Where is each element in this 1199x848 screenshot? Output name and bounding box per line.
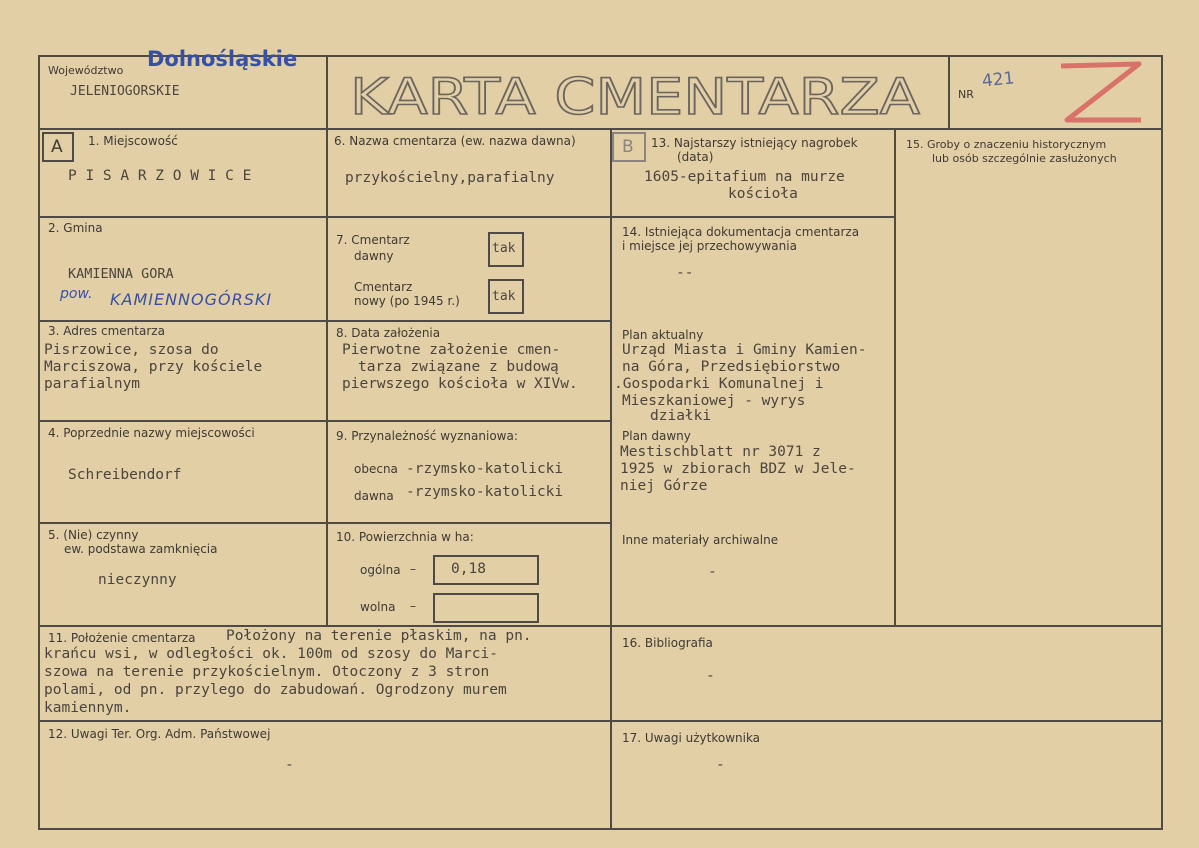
wojewodztwo-value: Dolnośląskie: [147, 47, 298, 71]
old-voivodeship: JELENIOGORSKIE: [70, 84, 180, 99]
polozenie-label: 11. Położenie cmentarza: [48, 631, 196, 645]
row-line-2: [38, 320, 612, 322]
wojewodztwo-label: Województwo: [48, 64, 124, 77]
plan-dawny-label: Plan dawny: [622, 429, 691, 443]
wyznanie-obecna-label: obecna: [354, 462, 398, 476]
polozenie-line-2: szowa na terenie przykościelnym. Otoczony z 3 stron: [44, 664, 490, 680]
uwagi-uzytkownika-label: 17. Uwagi użytkownika: [622, 731, 761, 745]
miejscowosc-label: 1. Miejscowość: [88, 134, 178, 148]
poprzednie-nazwy-label: 4. Poprzednie nazwy miejscowości: [48, 426, 255, 440]
najstarszy-nagrobek-label: 13. Najstarszy istniejący nagrobek: [651, 136, 858, 150]
plan-aktualny-line-3: .Gospodarki Komunalnej i: [614, 376, 824, 392]
gmina-label: 2. Gmina: [48, 221, 103, 235]
najstarszy-nagrobek-line-2: kościoła: [728, 186, 798, 202]
plan-dawny-line-1: Mestischblatt nr 3071 z: [620, 444, 821, 460]
nazwa-cmentarza-label: 6. Nazwa cmentarza (ew. nazwa dawna): [334, 134, 576, 148]
data-zalozenia-line-2: tarza związane z budową: [358, 359, 559, 375]
powiat-value: KAMIENNOGÓRSKI: [110, 290, 273, 309]
dokumentacja-label: 14. Istniejąca dokumentacja cmentarza: [622, 225, 860, 239]
powiat-prefix: pow.: [60, 286, 93, 302]
cmentarz-label: 7. Cmentarz: [336, 233, 410, 247]
card-title: [340, 66, 940, 126]
col-line-c: [894, 128, 896, 627]
wyznanie-dawna-label: dawna: [354, 489, 394, 503]
data-zalozenia-label: 8. Data założenia: [336, 326, 441, 340]
polozenie-first-line: Położony na terenie płaskim, na pn.: [226, 628, 532, 644]
cmentarz-nowy-label-1: Cmentarz: [354, 280, 413, 294]
section-b-marker: B: [612, 132, 646, 162]
nazwa-cmentarza-value: przykościelny,parafialny: [345, 170, 555, 186]
uwagi-ter-label: 12. Uwagi Ter. Org. Adm. Państwowej: [48, 727, 271, 741]
row-line-1: [38, 216, 896, 218]
plan-dawny-line-2: 1925 w zbiorach BDZ w Jele-: [620, 461, 856, 477]
podstawa-zamkniecia-label: ew. podstawa zamknięcia: [64, 542, 218, 556]
row-line-5: [38, 625, 1163, 627]
wyznanie-label: 9. Przynależność wyznaniowa:: [336, 429, 518, 443]
gmina-value: KAMIENNA GORA: [68, 266, 174, 282]
plan-aktualny-label: Plan aktualny: [622, 328, 704, 342]
plan-aktualny-line-2: na Góra, Przedsiębiorstwo: [622, 359, 841, 375]
nr-label: NR: [958, 88, 974, 101]
adres-line-1: Pisrzowice, szosa do: [44, 342, 219, 358]
col-line-a: [326, 128, 328, 625]
border-right: [1161, 55, 1163, 830]
polozenie-line-3: polami, od pn. przylego do zabudowań. Ogrodzony murem: [44, 682, 507, 698]
powierzchnia-ogolna-box: 0,18: [433, 555, 539, 585]
groby-label: 15. Groby o znaczeniu historycznym: [906, 138, 1107, 151]
polozenie-line-4: kamiennym.: [44, 700, 132, 716]
miejscowosc-value: P I S A R Z O W I C E: [68, 168, 252, 184]
header-vline-2: [948, 55, 950, 130]
svg-text:KARTA CMENTARZA: KARTA CMENTARZA: [350, 68, 920, 126]
data-zalozenia-line-3: pierwszego kościoła w XIVw.: [342, 376, 578, 392]
powierzchnia-label: 10. Powierzchnia w ha:: [336, 530, 474, 544]
dawny-checkbox: tak: [488, 232, 524, 267]
inne-materialy-value: -: [708, 564, 717, 580]
stamp-letter-z: [1055, 58, 1145, 128]
nowy-checkbox: tak: [488, 279, 524, 314]
plan-aktualny-line-4: Mieszkaniowej - wyrys: [622, 393, 806, 409]
najstarszy-nagrobek-data-label: (data): [677, 150, 714, 164]
row-line-4: [38, 522, 612, 524]
row-line-3: [38, 420, 612, 422]
plan-aktualny-line-1: Urząd Miasta i Gminy Kamien-: [622, 342, 867, 358]
border-bottom: [38, 828, 1163, 830]
czynny-label: 5. (Nie) czynny: [48, 528, 139, 542]
header-divider: [38, 128, 1163, 130]
adres-label: 3. Adres cmentarza: [48, 324, 165, 338]
wyznanie-dawna-value: -rzymsko-katolicki: [406, 484, 564, 500]
groby-label-2: lub osób szczególnie zasłużonych: [932, 152, 1117, 165]
powierzchnia-ogolna-dash: –: [410, 562, 416, 576]
data-zalozenia-line-1: Pierwotne założenie cmen-: [342, 342, 561, 358]
polozenie-line-1: krańcu wsi, w odległości ok. 100m od szosy do Marci-: [44, 646, 498, 662]
nr-value: 421: [981, 68, 1016, 92]
powierzchnia-wolna-box: [433, 593, 539, 623]
czynny-value: nieczynny: [98, 572, 177, 588]
cmentarz-nowy-label-2: nowy (po 1945 r.): [354, 294, 460, 308]
row-line-6: [38, 720, 1163, 722]
poprzednie-nazwy-value: Schreibendorf: [68, 467, 182, 483]
plan-dawny-line-3: niej Górze: [620, 478, 708, 494]
adres-line-3: parafialnym: [44, 376, 141, 392]
uwagi-uzytkownika-value: -: [716, 757, 725, 773]
cmentarz-dawny-label: dawny: [354, 249, 394, 263]
bibliografia-label: 16. Bibliografia: [622, 636, 713, 650]
adres-line-2: Marciszowa, przy kościele: [44, 359, 263, 375]
powierzchnia-ogolna-label: ogólna: [360, 563, 401, 577]
section-a-marker: A: [42, 132, 74, 162]
col-line-b: [610, 128, 612, 830]
header-vline-1: [326, 55, 328, 130]
bibliografia-value: -: [706, 668, 715, 684]
powierzchnia-wolna-label: wolna: [360, 600, 396, 614]
najstarszy-nagrobek-line-1: 1605-epitafium na murze: [644, 169, 845, 185]
border-left: [38, 55, 40, 830]
powierzchnia-wolna-dash: –: [410, 599, 416, 613]
plan-aktualny-line-5: działki: [650, 408, 712, 424]
wyznanie-obecna-value: -rzymsko-katolicki: [406, 461, 564, 477]
dokumentacja-value: --: [676, 265, 694, 281]
inne-materialy-label: Inne materiały archiwalne: [622, 533, 779, 547]
dokumentacja-miejsce-label: i miejsce jej przechowywania: [622, 239, 797, 253]
uwagi-ter-value: -: [285, 757, 294, 773]
